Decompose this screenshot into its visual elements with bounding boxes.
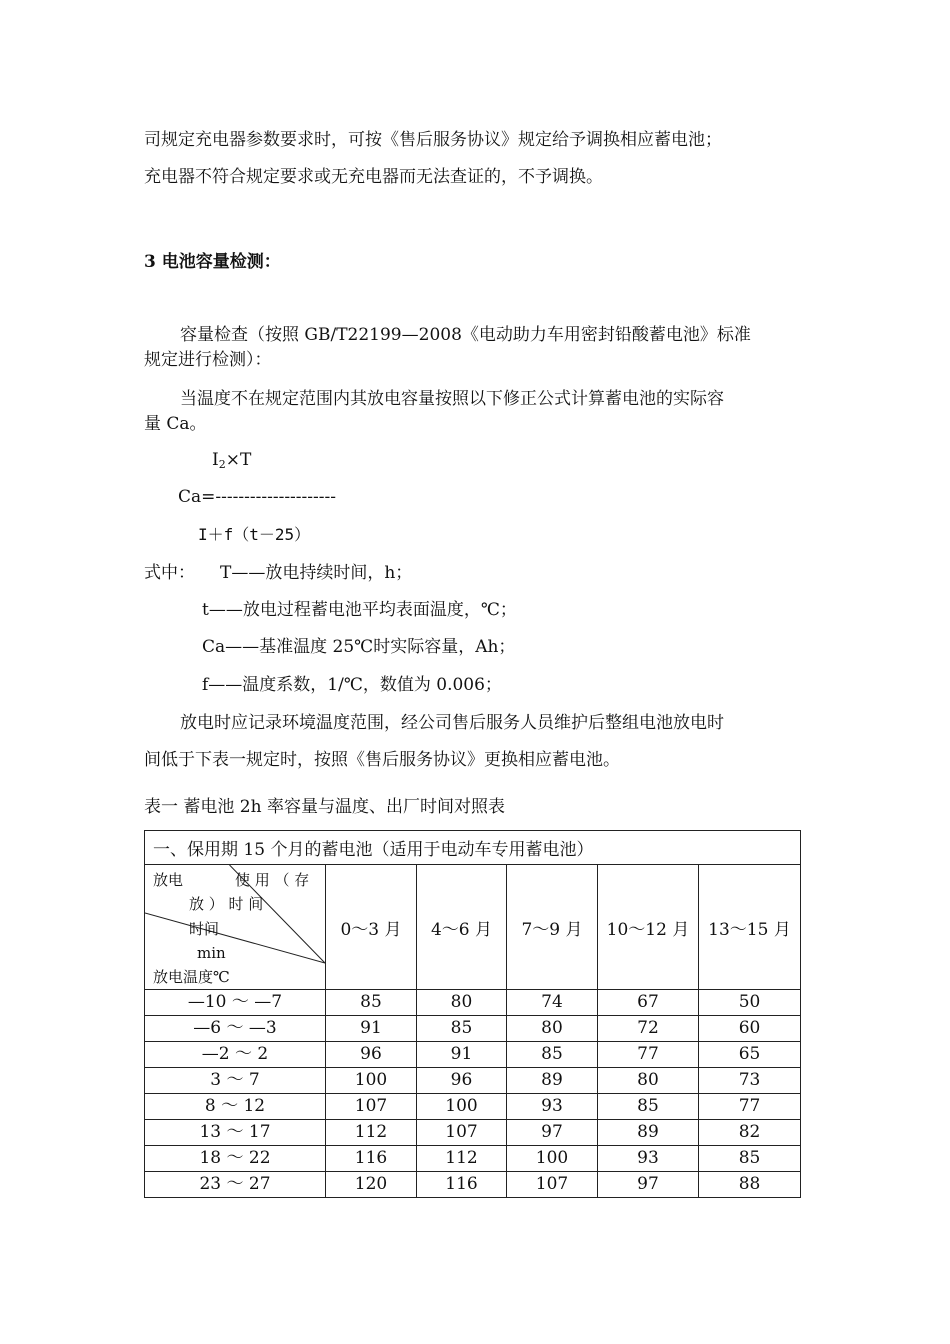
formula-fraction-line: Ca=--------------------- — [178, 487, 337, 507]
capacity-cell: 85 — [507, 1042, 598, 1068]
column-header: 7～9 月 — [507, 865, 598, 990]
temperature-cell: 18 ～ 22 — [145, 1146, 326, 1172]
section-heading: 3 电池容量检测： — [144, 252, 281, 272]
capacity-cell: 88 — [699, 1172, 801, 1198]
capacity-cell: 97 — [507, 1120, 598, 1146]
table-row — [145, 1016, 801, 1042]
capacity-cell: 112 — [417, 1146, 507, 1172]
corner-label-discharge: 放电 — [153, 871, 184, 889]
paragraph-line: 司规定充电器参数要求时，可按《售后服务协议》规定给予调换相应蓄电池； — [144, 130, 722, 150]
capacity-cell: 100 — [417, 1094, 507, 1120]
capacity-cell: 80 — [598, 1068, 699, 1094]
capacity-cell: 89 — [507, 1068, 598, 1094]
paragraph-line: 充电器不符合规定要求或无充电器而无法查证的，不予调换。 — [144, 167, 603, 187]
corner-label-min: min — [197, 944, 226, 962]
temperature-cell: —6 ～ —3 — [145, 1016, 326, 1042]
capacity-cell: 74 — [507, 990, 598, 1016]
capacity-cell: 77 — [699, 1094, 801, 1120]
capacity-cell: 93 — [507, 1094, 598, 1120]
table-row — [145, 1172, 801, 1198]
table-row — [145, 1120, 801, 1146]
capacity-cell: 93 — [598, 1146, 699, 1172]
definition-t: t——放电过程蓄电池平均表面温度，℃； — [202, 600, 517, 620]
temperature-cell: 13 ～ 17 — [145, 1120, 326, 1146]
capacity-cell: 100 — [326, 1068, 417, 1094]
capacity-cell: 89 — [598, 1120, 699, 1146]
table-row — [145, 1068, 801, 1094]
temperature-cell: 23 ～ 27 — [145, 1172, 326, 1198]
table-row — [145, 1094, 801, 1120]
capacity-cell: 72 — [598, 1016, 699, 1042]
definitions-prefix: 式中： — [144, 563, 195, 583]
corner-label-storage: 放 ） 时 间 — [189, 895, 264, 913]
paragraph-line: 量 Ca。 — [144, 414, 207, 434]
capacity-cell: 65 — [699, 1042, 801, 1068]
capacity-cell: 107 — [507, 1172, 598, 1198]
table-title: 一、保用期 15 个月的蓄电池（适用于电动车专用蓄电池） — [145, 831, 801, 865]
capacity-cell: 77 — [598, 1042, 699, 1068]
table-row — [145, 990, 801, 1016]
paragraph-line: 容量检查（按照 GB/T22199—2008《电动助力车用密封铅酸蓄电池》标准 — [180, 325, 751, 345]
capacity-cell: 91 — [326, 1016, 417, 1042]
capacity-cell: 85 — [326, 990, 417, 1016]
formula-numerator-i: I — [212, 450, 219, 470]
capacity-cell: 120 — [326, 1172, 417, 1198]
capacity-cell: 80 — [507, 1016, 598, 1042]
temperature-cell: 8 ～ 12 — [145, 1094, 326, 1120]
paragraph-line: 规定进行检测）： — [144, 350, 272, 370]
paragraph-line: 放电时应记录环境温度范围，经公司售后服务人员维护后整组电池放电时 — [180, 713, 724, 733]
capacity-cell: 97 — [598, 1172, 699, 1198]
table-caption: 表一 蓄电池 2h 率容量与温度、出厂时间对照表 — [144, 797, 505, 817]
capacity-cell: 80 — [417, 990, 507, 1016]
capacity-table — [144, 830, 801, 1198]
corner-label-time: 时间 — [189, 920, 220, 938]
formula-numerator — [212, 448, 251, 477]
temperature-cell: —2 ～ 2 — [145, 1042, 326, 1068]
capacity-cell: 85 — [417, 1016, 507, 1042]
capacity-cell: 85 — [598, 1094, 699, 1120]
capacity-cell: 107 — [417, 1120, 507, 1146]
capacity-cell: 82 — [699, 1120, 801, 1146]
capacity-cell: 67 — [598, 990, 699, 1016]
table-row — [145, 1042, 801, 1068]
column-header: 10～12 月 — [598, 865, 699, 990]
temperature-cell: 3 ～ 7 — [145, 1068, 326, 1094]
capacity-cell: 116 — [326, 1146, 417, 1172]
capacity-cell: 96 — [417, 1068, 507, 1094]
paragraph-line: 当温度不在规定范围内其放电容量按照以下修正公式计算蓄电池的实际容 — [180, 389, 724, 409]
formula-denominator: I＋f（t－25） — [198, 525, 311, 544]
capacity-cell: 73 — [699, 1068, 801, 1094]
definition-T: T——放电持续时间，h； — [220, 563, 413, 583]
capacity-cell: 91 — [417, 1042, 507, 1068]
capacity-cell: 85 — [699, 1146, 801, 1172]
capacity-cell: 112 — [326, 1120, 417, 1146]
definition-Ca: Ca——基准温度 25℃时实际容量，Ah； — [202, 637, 516, 657]
formula-numerator-t: ×T — [225, 450, 252, 470]
corner-label-usage: 使 用 （ 存 — [235, 871, 310, 889]
capacity-cell: 107 — [326, 1094, 417, 1120]
column-header: 13～15 月 — [699, 865, 801, 990]
paragraph-line: 间低于下表一规定时，按照《售后服务协议》更换相应蓄电池。 — [144, 750, 620, 770]
table-row — [145, 1146, 801, 1172]
capacity-cell: 116 — [417, 1172, 507, 1198]
definition-f: f——温度系数，1/℃，数值为 0.006； — [202, 675, 502, 695]
column-header: 0～3 月 — [326, 865, 417, 990]
capacity-cell: 96 — [326, 1042, 417, 1068]
corner-label-temperature: 放电温度℃ — [153, 968, 230, 986]
capacity-cell: 60 — [699, 1016, 801, 1042]
temperature-cell: —10 ～ —7 — [145, 990, 326, 1016]
column-header: 4～6 月 — [417, 865, 507, 990]
capacity-cell: 100 — [507, 1146, 598, 1172]
capacity-cell: 50 — [699, 990, 801, 1016]
table-corner-cell — [145, 865, 326, 990]
formula-subscript: 2 — [218, 458, 226, 471]
